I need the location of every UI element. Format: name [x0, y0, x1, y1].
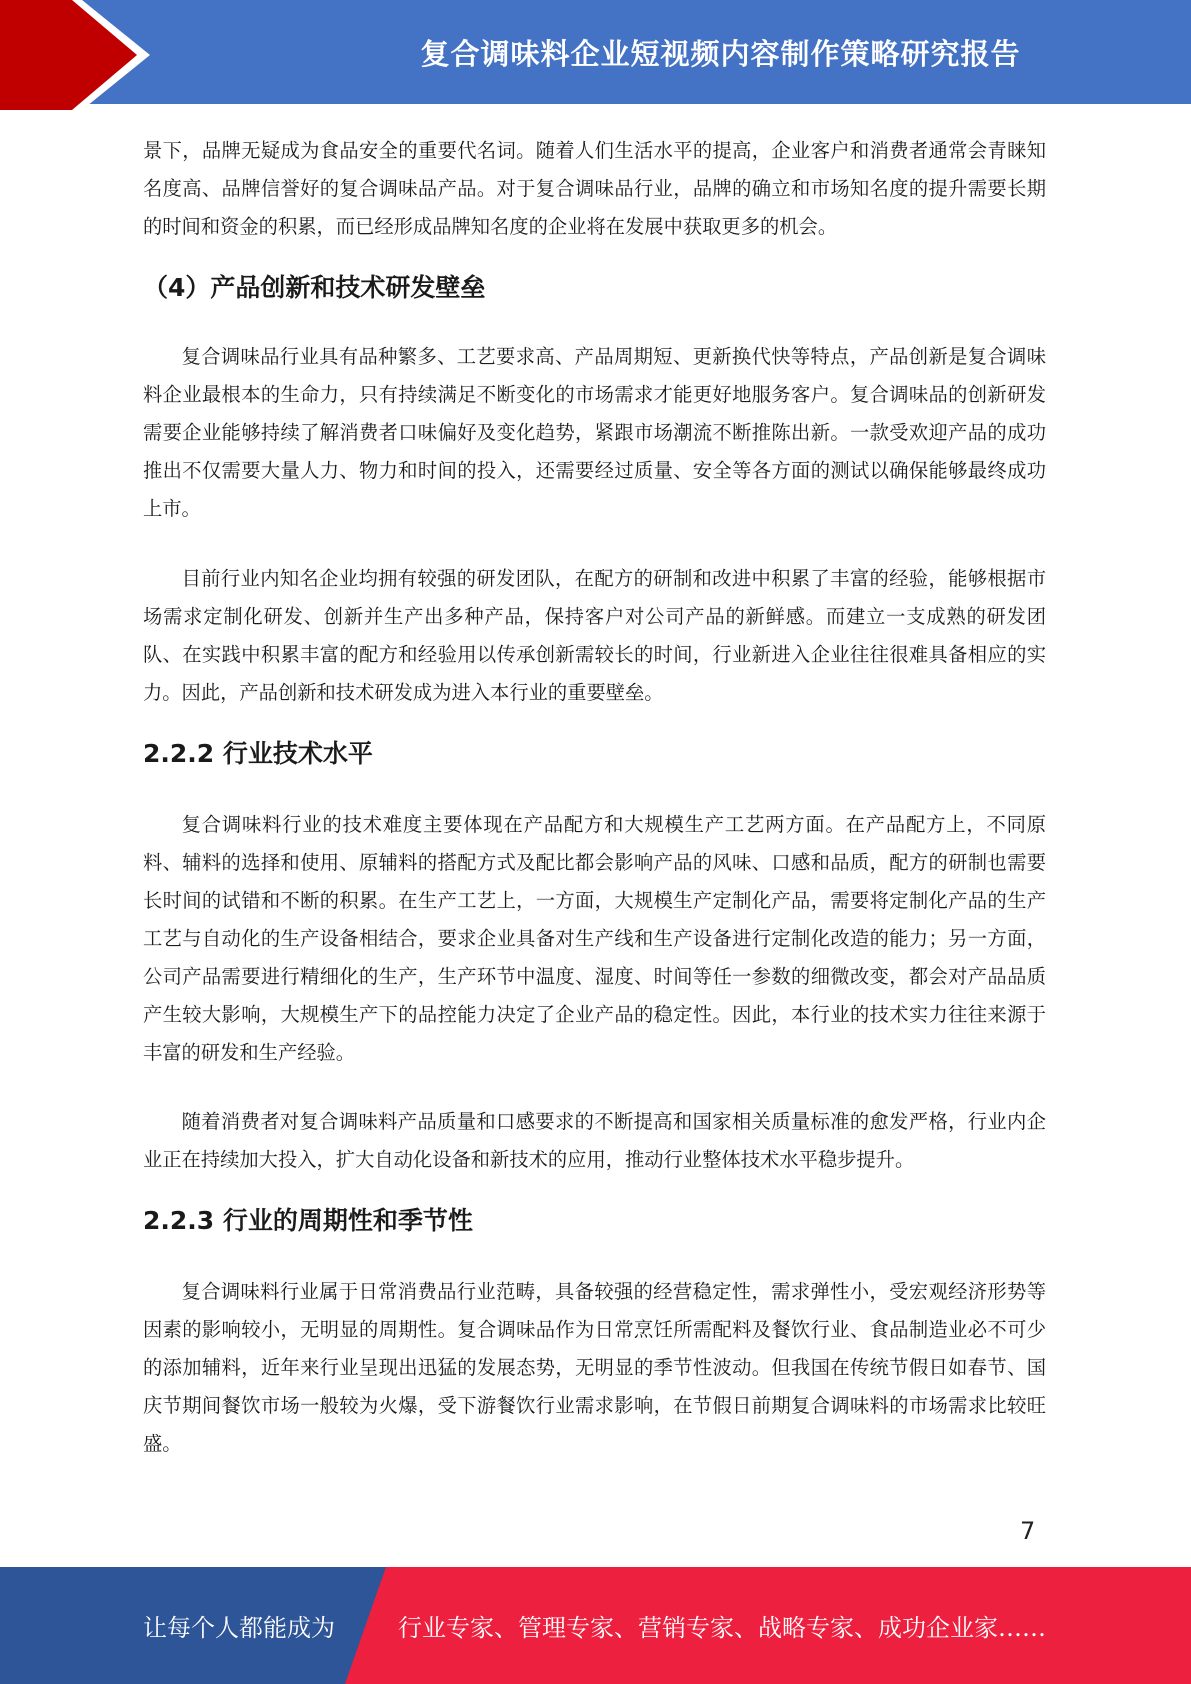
paragraph-technology-difficulty: 复合调味料行业的技术难度主要体现在产品配方和大规模生产工艺两方面。在产品配方上，不同原料、辅料的选择和使用、原辅料的搭配方式及配比都会影响产品的风味、口感和品质，配方的研制也需要长时间的试错和不断的积累。在生产工艺上，一方面，大规模生产定制化产品，需要将定制化产品的生产工艺与自动化的生产设备相结合，要求企业具备对生产线和生产设备进行定制化改造的能力；另一方面，公司产品需要进行精细化的生产，生产环节中温度、湿度、时间等任一参数的细微改变，都会对产品品质产生较大影响，大规模生产下的品控能力决定了企业产品的稳定性。因此，本行业的技术实力往往来源于丰富的研发和生产经验。 [143, 813, 1046, 1064]
footer-slogan-left: 让每个人都能成为 [143, 1614, 335, 1642]
paragraph-technology-trend: 随着消费者对复合调味料产品质量和口感要求的不断提高和国家相关质量标准的愈发严格，行业内企业正在持续加大投入，扩大自动化设备和新技术的应用，推动行业整体技术水平稳步提升。 [143, 1110, 1046, 1171]
header-arrow [0, 0, 137, 110]
paragraph-rd-team: 目前行业内知名企业均拥有较强的研发团队，在配方的研制和改进中积累了丰富的经验，能够根据市场需求定制化研发、创新并生产出多种产品，保持客户对公司产品的新鲜感。而建立一支成熟的研发团队、在实践中积累丰富的配方和经验用以传承创新需较长的时间，行业新进入企业往往很难具备相应的实力。因此，产品创新和技术研发成为进入本行业的重要壁垒。 [143, 567, 1046, 704]
page-number: 7 [1020, 1517, 1036, 1545]
page-title: 复合调味料企业短视频内容制作策略研究报告 [420, 36, 1021, 71]
heading-innovation-barrier: （4）产品创新和技术研发壁垒 [143, 273, 486, 302]
paragraph-cyclicality: 复合调味料行业属于日常消费品行业范畴，具备较强的经营稳定性，需求弹性小，受宏观经济形势等因素的影响较小，无明显的周期性。复合调味品作为日常烹饪所需配料及餐饮行业、食品制造业必不可少的添加辅料，近年来行业呈现出迅猛的发展态势，无明显的季节性波动。但我国在传统节假日如春节、国庆节期间餐饮市场一般较为火爆，受下游餐饮行业需求影响，在节假日前期复合调味料的市场需求比较旺盛。 [143, 1280, 1046, 1455]
footer-slogan-right: 行业专家、管理专家、营销专家、战略专家、成功企业家…… [398, 1614, 1046, 1642]
heading-cyclicality-seasonality: 2.2.3 行业的周期性和季节性 [143, 1206, 473, 1235]
document-body [143, 132, 1046, 1463]
paragraph-brand-continued: 景下，品牌无疑成为食品安全的重要代名词。随着人们生活水平的提高，企业客户和消费者通常会青睐知名度高、品牌信誉好的复合调味品产品。对于复合调味品行业，品牌的确立和市场知名度的提升需要长期的时间和资金的积累，而已经形成品牌知名度的企业将在发展中获取更多的机会。 [143, 139, 1046, 238]
heading-technology-level: 2.2.2 行业技术水平 [143, 739, 373, 768]
paragraph-innovation: 复合调味品行业具有品种繁多、工艺要求高、产品周期短、更新换代快等特点，产品创新是复合调味料企业最根本的生命力，只有持续满足不断变化的市场需求才能更好地服务客户。复合调味品的创新研发需要企业能够持续了解消费者口味偏好及变化趋势，紧跟市场潮流不断推陈出新。一款受欢迎产品的成功推出不仅需要大量人力、物力和时间的投入，还需要经过质量、安全等各方面的测试以确保能够最终成功上市。 [143, 345, 1046, 520]
page-footer [0, 1567, 1191, 1684]
page-header [0, 0, 1191, 110]
